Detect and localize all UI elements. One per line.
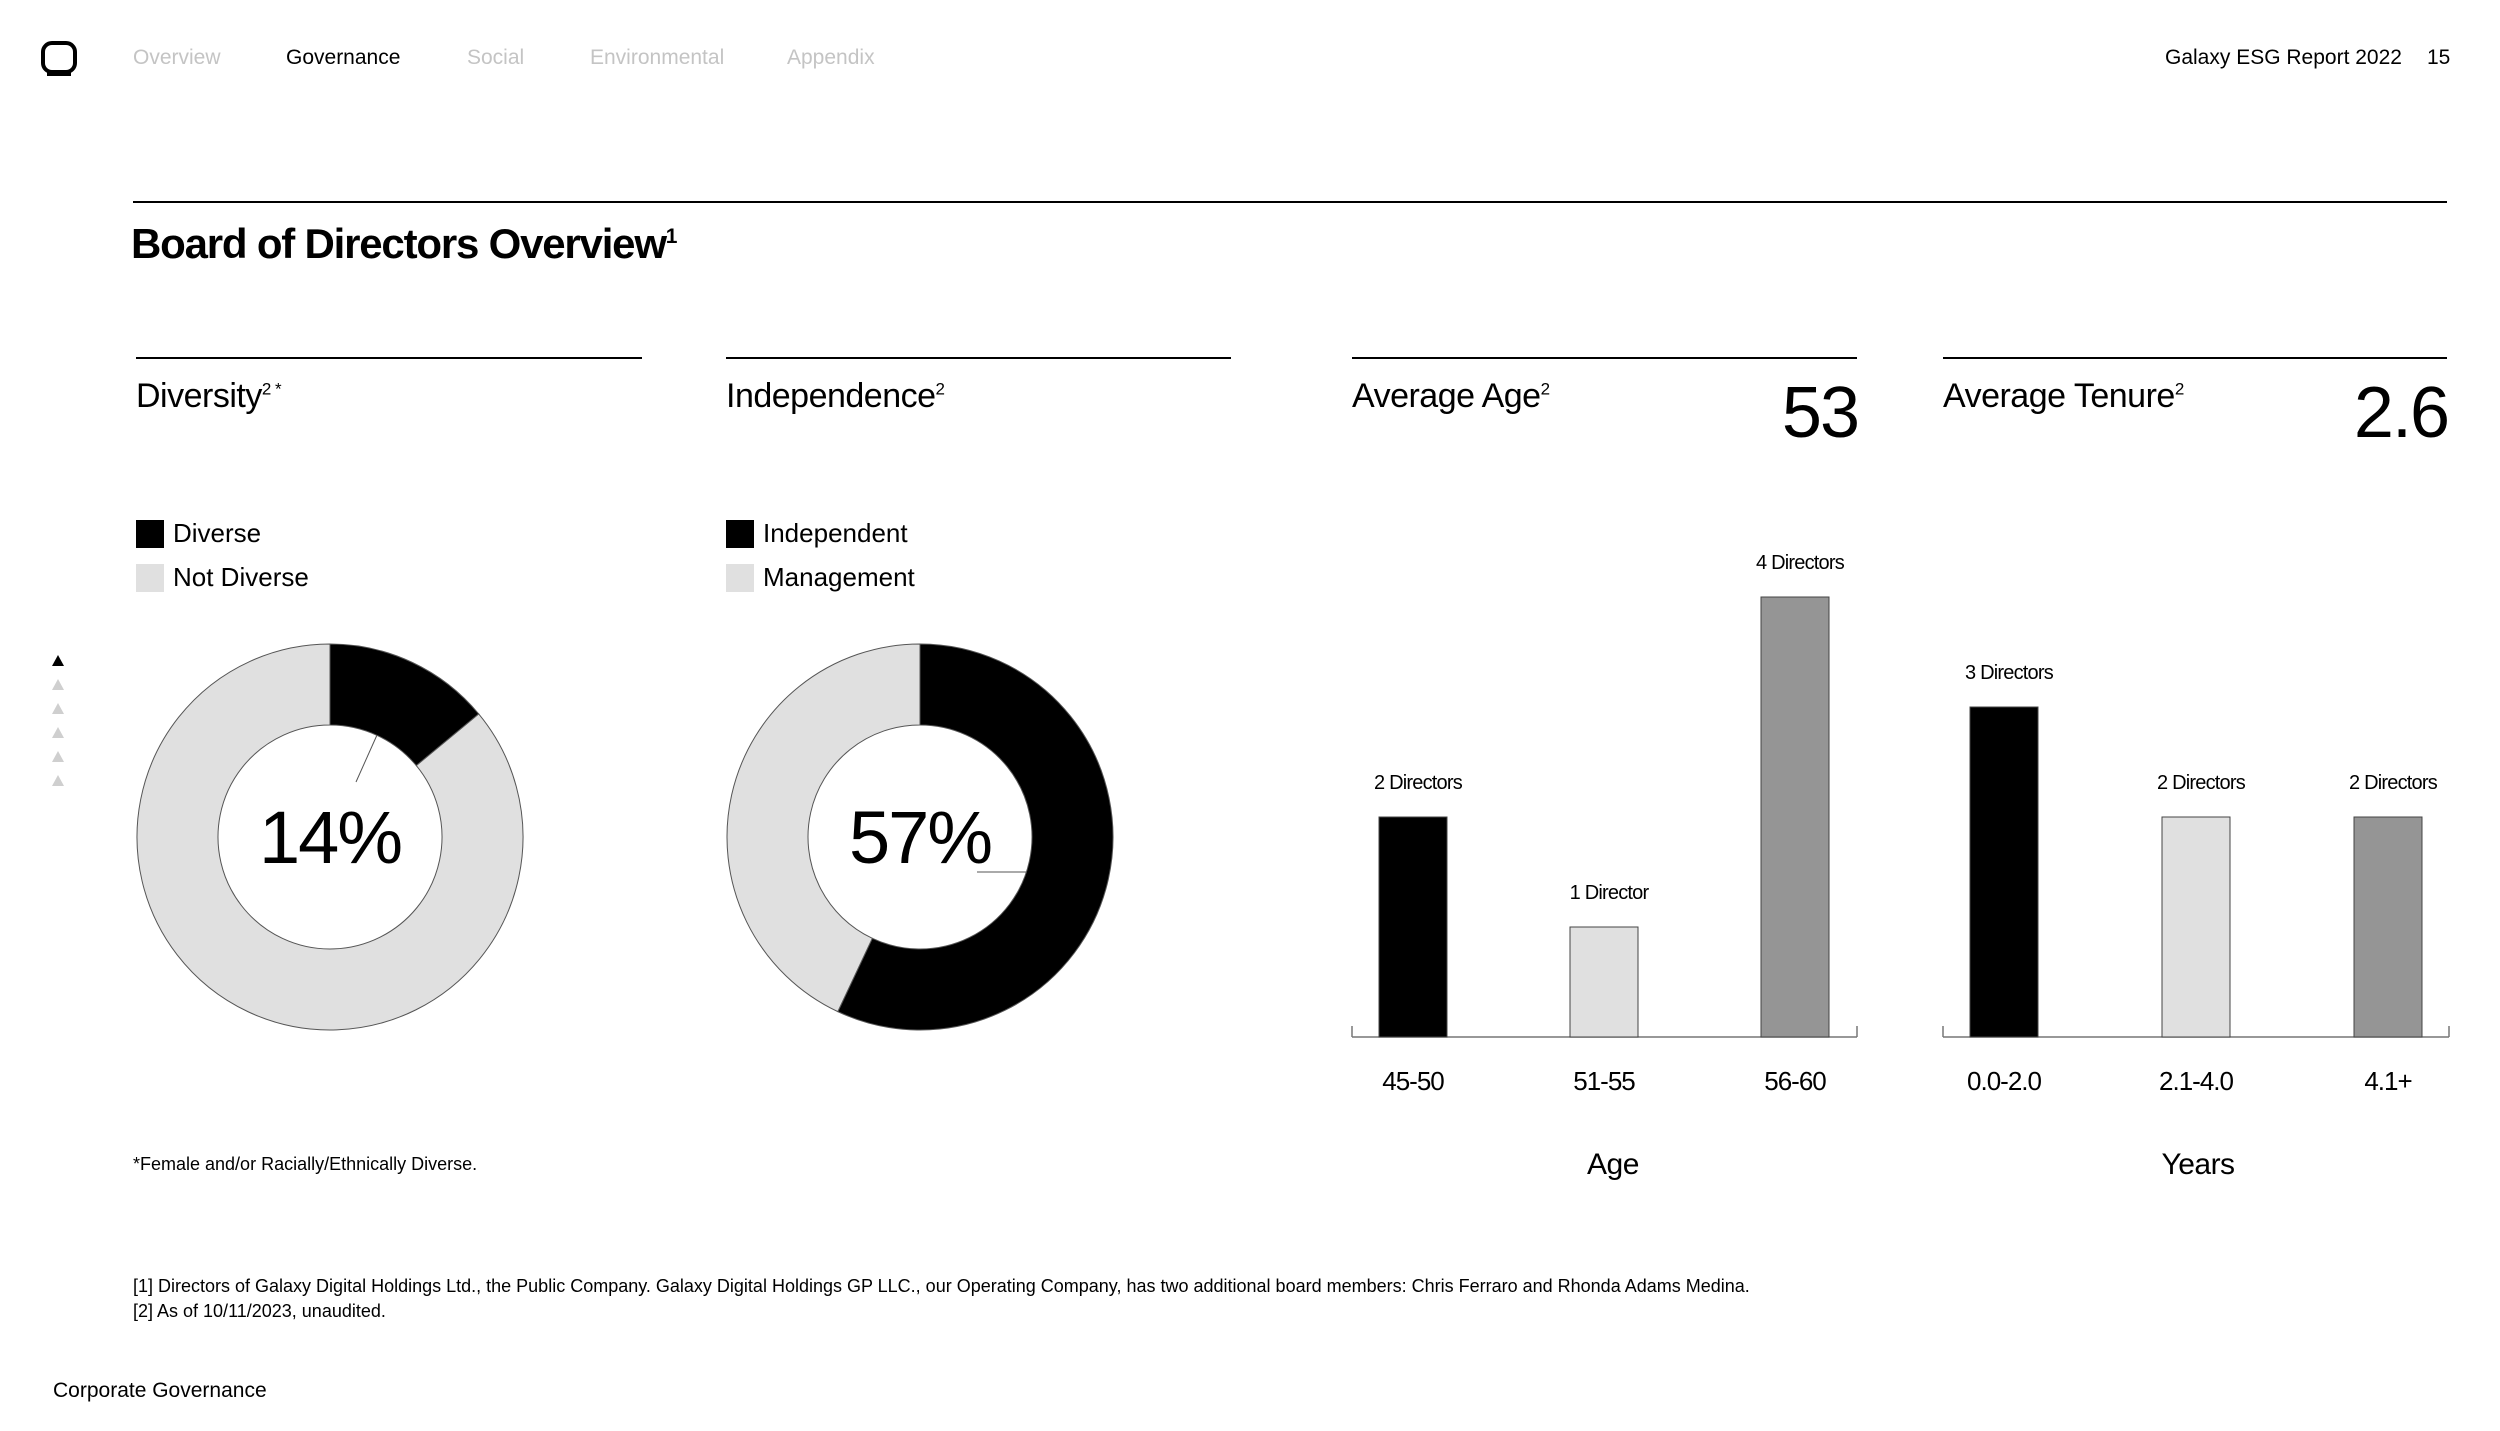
bar-data-label: 2 Directors (1374, 772, 1462, 794)
bar-4.1+ (2354, 817, 2422, 1037)
average-tenure-title: Average Tenure$^2$ (1943, 377, 2184, 415)
nav-tab-governance[interactable]: Governance (286, 46, 401, 69)
legend-label: Diverse (173, 518, 262, 548)
bar-axis-title: Age (1587, 1148, 1639, 1181)
bar-data-label: 4 Directors (1756, 552, 1844, 574)
page-title: Board of Directors Overview$^1$ (131, 220, 677, 267)
page-progress-indicator (52, 655, 68, 799)
page-indicator-icon[interactable] (52, 703, 64, 714)
bar-category-label: 0.0-2.0 (1967, 1066, 2041, 1096)
footnote-1: [1] Directors of Galaxy Digital Holdings Ltd., the Public Company. Galaxy Digital Holdings GP LLC., our Operating Company, has two additional board members: Chris Ferraro and Rhonda Adams Medina. (133, 1276, 1750, 1296)
footer-section-label: Corporate Governance (53, 1379, 267, 1402)
average-age-title: Average Age$^2$ (1352, 377, 1550, 415)
average-age-value: 53 (1781, 373, 1858, 453)
diversity-title: Diversity$^{2 *}$ (136, 377, 282, 415)
bar-data-label: 2 Directors (2349, 772, 2437, 794)
bar-category-label: 4.1+ (2364, 1066, 2412, 1096)
bar-data-label: 2 Directors (2157, 772, 2245, 794)
donut-leader-line (356, 735, 377, 782)
report-title: Galaxy ESG Report 2022 (2165, 46, 2402, 69)
bar-category-label: 51-55 (1573, 1066, 1635, 1096)
legend-label: Management (763, 562, 915, 592)
footnote-2: [2] As of 10/11/2023, unaudited. (133, 1301, 386, 1321)
bar-category-label: 56-60 (1764, 1066, 1826, 1096)
legend-label: Not Diverse (173, 562, 309, 592)
bar-45-50 (1379, 817, 1447, 1037)
page-indicator-icon[interactable] (52, 727, 64, 738)
independence-title: Independence$^2$ (726, 377, 945, 415)
donut-center-label: 57% (848, 796, 992, 879)
nav-tab-appendix[interactable]: Appendix (787, 46, 875, 69)
bar-category-label: 2.1-4.0 (2159, 1066, 2233, 1096)
page-number: 15 (2427, 46, 2451, 69)
nav-tab-overview[interactable]: Overview (133, 46, 221, 69)
donut-center-label: 14% (258, 796, 402, 879)
page-indicator-icon[interactable] (52, 679, 64, 690)
page-indicator-icon[interactable] (52, 775, 64, 786)
bar-56-60 (1761, 597, 1829, 1037)
diversity-footnote: *Female and/or Racially/Ethnically Diverse. (133, 1154, 478, 1174)
bar-category-label: 45-50 (1382, 1066, 1444, 1096)
legend-label: Independent (763, 518, 908, 548)
bar-data-label: 1 Director (1569, 882, 1649, 904)
average-tenure-value: 2.6 (2353, 373, 2448, 453)
nav-tab-environmental[interactable]: Environmental (590, 46, 725, 69)
bar-2.1-4.0 (2162, 817, 2230, 1037)
page-indicator-icon[interactable] (52, 655, 64, 666)
bar-0.0-2.0 (1970, 707, 2038, 1037)
page-indicator-icon[interactable] (52, 751, 64, 762)
nav-tab-social[interactable]: Social (467, 46, 525, 69)
bar-axis-title: Years (2161, 1148, 2235, 1181)
bar-data-label: 3 Directors (1965, 662, 2053, 684)
bar-51-55 (1570, 927, 1638, 1037)
